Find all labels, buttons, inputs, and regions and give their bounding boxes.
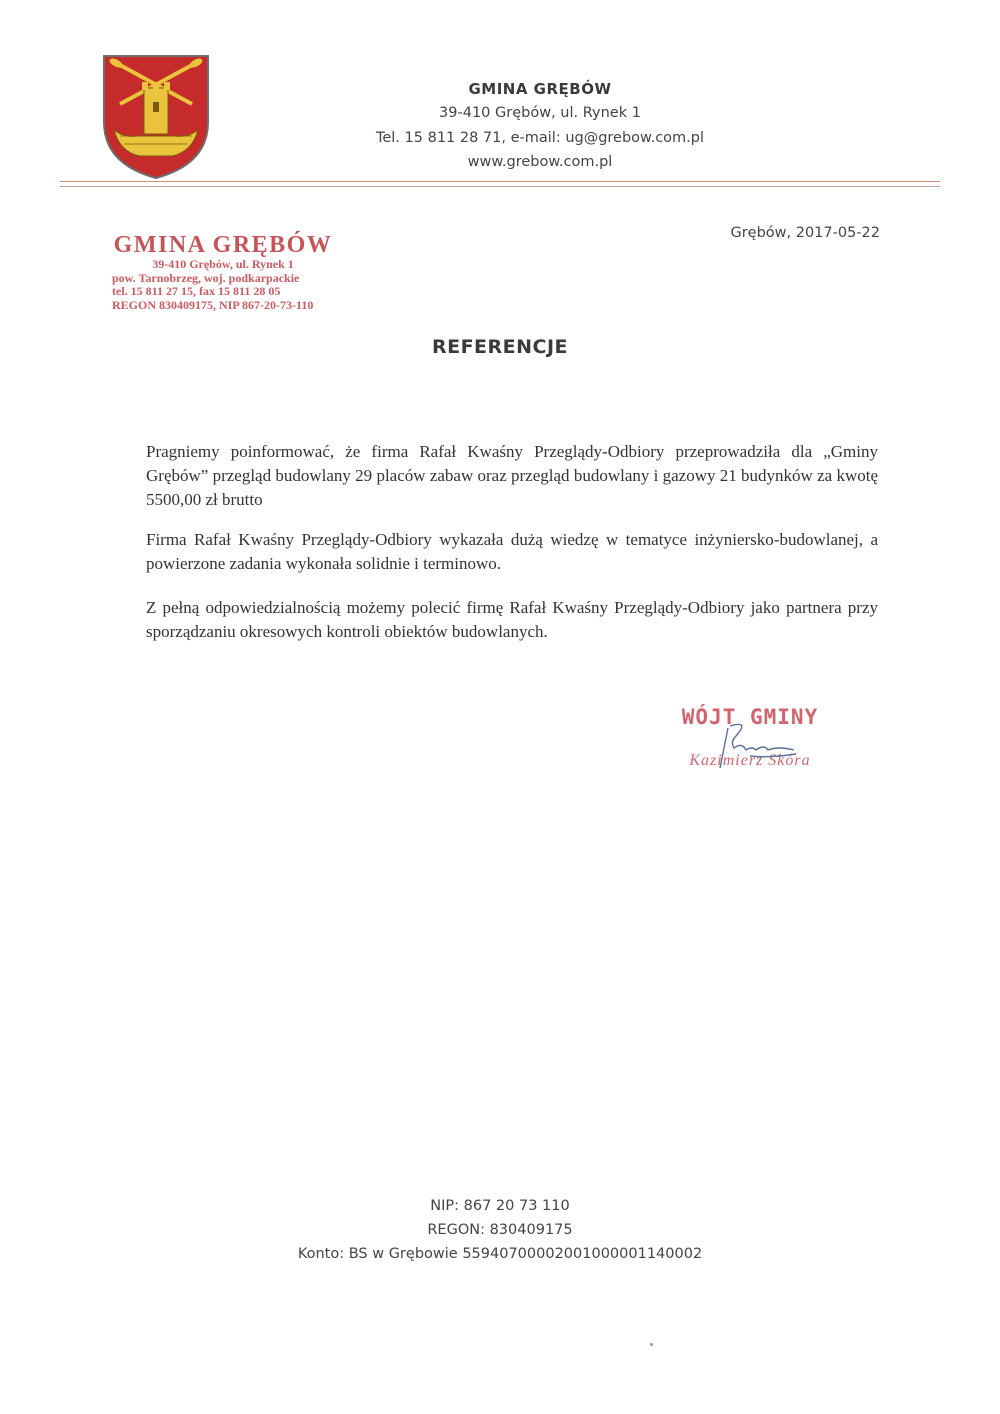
- document-title: REFERENCJE: [431, 336, 569, 358]
- body-paragraph-3: Z pełną odpowiedzialnością możemy polecić firmę Rafał Kwaśny Przeglądy-Odbiory jako partnera przy sporządzaniu okresowych kontroli obiektów budowlanych.: [146, 598, 878, 641]
- header-divider-secondary: [60, 186, 940, 187]
- footer-regon: REGON: 830409175: [427, 1222, 573, 1238]
- letterhead-address: 39-410 Grębów, ul. Rynek 1: [439, 105, 641, 121]
- office-stamp: [108, 232, 338, 312]
- stamp-line-address: 39-410 Grębów, ul. Rynek 1: [152, 257, 294, 271]
- footer-bank-account: Konto: BS w Grębowie 55940700002001000001140002: [297, 1246, 703, 1262]
- handwritten-signature-icon: [690, 720, 810, 780]
- header-divider: [60, 181, 940, 182]
- stamp-line-phone: tel. 15 811 27 15, fax 15 811 28 05: [112, 284, 281, 298]
- stamp-line-ids: REGON 830409175, NIP 867-20-73-110: [112, 297, 314, 312]
- letterhead-website: www.grebow.com.pl: [467, 154, 613, 170]
- signature-stamp-name: Kazimierz Skóra: [689, 752, 811, 769]
- letterhead-contact: Tel. 15 811 28 71, e-mail: ug@grebow.com.pl: [375, 130, 705, 146]
- footer-nip: NIP: 867 20 73 110: [430, 1198, 570, 1214]
- body-paragraph-1: Pragniemy poinformować, że firma Rafał Kwaśny Przeglądy-Odbiory przeprowadziła dla „Gminy Grębów” przegląd budowlany 29 placów zabaw oraz przegląd budowlany i gazowy 21 budynków za kwotę 5500,00 zł brutto: [146, 442, 878, 509]
- signature-stamp-title: WÓJT GMINY: [681, 705, 819, 729]
- document-date: Grębów, 2017-05-22: [730, 225, 880, 241]
- letterhead-name: GMINA GRĘBÓW: [468, 80, 612, 98]
- coat-of-arms-icon: [100, 52, 212, 182]
- scan-speck: [650, 1343, 653, 1346]
- body-paragraph-2: Firma Rafał Kwaśny Przeglądy-Odbiory wykazała dużą wiedzę w tematyce inżyniersko-budowlanej, a powierzone zadania wykonała solidnie i terminowo.: [146, 530, 878, 573]
- stamp-title: GMINA GRĘBÓW: [113, 232, 333, 258]
- stamp-line-region: pow. Tarnobrzeg, woj. podkarpackie: [112, 270, 300, 285]
